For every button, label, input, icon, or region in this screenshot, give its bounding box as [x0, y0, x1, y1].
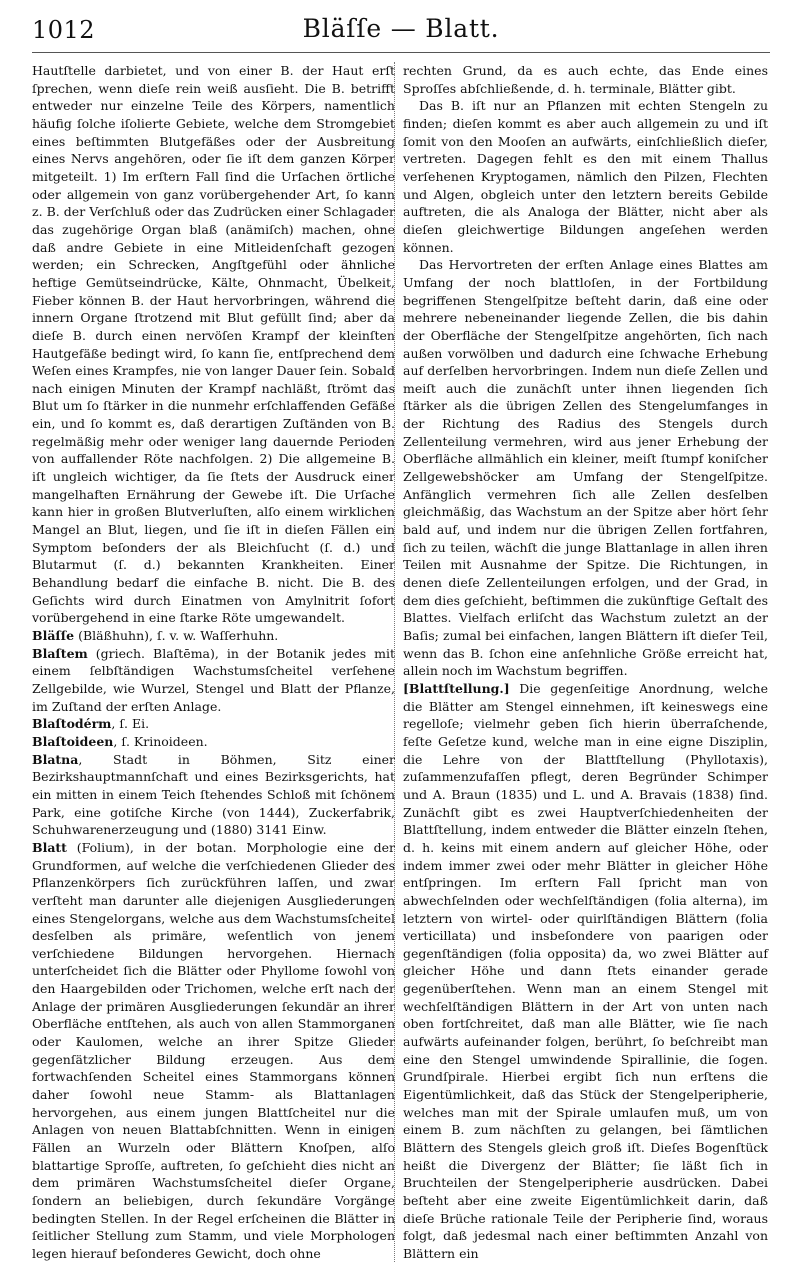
entry-blastoderm: [32, 715, 395, 733]
entry-text: (Folium), in der botan. Morphologie eine der Grundformen, auf welche die verſchiedenen Glieder des Pflanzenkörpers ſich zurückführen laſſen, und zwar verſteht man darunter alle diejenigen Ausgliederungen eines Stengelorgans, welche aus dem Wachstumsſcheitel desſelben als primäre, weſentlich von jenem verſchiedene Bildungen hervorgehen. Hiernach unterſcheidet ſich die Blätter oder Phyllome ſowohl von den Haargebilden oder Trichomen, welche erſt nach der Anlage der primären Ausgliederungen ſekundär an ihrer Oberfläche entſtehen, als auch von allen Stammorganen oder Kaulomen, welche an ihrer Spitze Glieder gegenſätzlicher Bildung erzeugen. Aus dem fortwachſenden Scheitel eines Stammorgans können daher ſowohl neue Stamm- als Blattanlagen hervorgehen, aus einem jungen Blattſcheitel nur die Anlagen von neuen Blattabſchnitten. Wenn in einigen Fällen an Wurzeln oder Blättern Knoſpen, alſo blattartige Sproſſe, auftreten, ſo geſchieht dies nicht an dem primären Wachstumsſcheitel dieſer Organe, ſondern an beliebigen, durch ſekundäre Vorgänge bedingten Stellen. In der Regel erſcheinen die Blätter in ſeitlicher Stellung zum Stamm, und viele Morphologen legen hierauf beſonderes Gewicht, doch ohne: [32, 839, 395, 1261]
entry-headword: Blaſtoideen: [32, 733, 114, 749]
section-tag: [Blattſtellung.]: [403, 680, 510, 696]
entry-text: (Bläßhuhn), ſ. v. w. Waſſerhuhn.: [74, 628, 279, 643]
right-column: [403, 62, 768, 1263]
paragraph: Das Hervortreten der erſten Anlage eines Blattes am Umfang der noch blattloſen, in der Fortbildung begriffenen Stengelſpitze beſteht darin, daß eine oder mehrere nebeneinander liegende Zellen, die bis dahin der Oberfläche der Stengelſpitze angehörten, ſich nach außen vorwölben und dadurch eine ſchwache Erhebung auf derſelben hervorbringen. Indem nun dieſe Zellen und meiſt auch die zunächſt unter ihnen liegenden ſich ſtärker als die übrigen Zellen des Stengelumfanges in der Richtung des Radius des Stengels durch Zellenteilung vermehren, wird aus jener Erhebung der Oberfläche allmählich ein kleiner, meiſt ſtumpf koniſcher Zellgewebshöcker am Umfang der Stengelſpitze. Anfänglich vermehren ſich alle Zellen desſelben gleichmäßig, das Wachstum an der Spitze aber hört ſehr bald auf, und indem nur die übrigen Zellen fortfahren, ſich zu teilen, wächſt die junge Blattanlage in allen ihren Teilen mit Ausnahme der Spitze. Die Richtungen, in denen dieſe Zellenteilungen erfolgen, und der Grad, in dem dies geſchieht, beſtimmen die zukünftige Geſtalt des Blattes. Vielfach erliſcht das Wachstum zuletzt an der Baſis; zumal bei einfachen, langen Blättern iſt dieſer Teil, wenn das B. ſchon eine anſehnliche Größe erreicht hat, allein noch im Wachstum begriffen.: [403, 257, 768, 679]
entry-text: (griech. Blaſtēma), in der Botanik jedes mit einem ſelbſtändigen Wachstumsſcheitel verſehene Zellgebilde, wie Wurzel, Stengel und Blatt der Pflanze, im Zuſtand der erſten Anlage.: [32, 645, 395, 714]
entry-blatt: [32, 839, 395, 1263]
entry-headword: Bläſſe: [32, 628, 75, 643]
entry-text: , ſ. Krinoideen.: [113, 733, 208, 749]
paragraph-text: Die gegenſeitige Anordnung, welche die Blätter am Stengel einnehmen, iſt keineswegs eine regelloſe; vielmehr geben ſich hierin überraſchende, feſte Geſetze kund, welche man in eine eigne Disziplin, die Lehre von der Blattſtellung (Phyllotaxis), zuſammenzufaſſen pflegt, deren Begründer Schimper und A. Braun (1835) und L. und A. Bravais (1838) ſind. Zunächſt gibt es zwei Hauptverſchiedenheiten der Blattſtellung, indem entweder die Blätter einzeln ſtehen, d. h. keins mit einem andern auf gleicher Höhe, oder indem immer zwei oder mehr Blätter in gleicher Höhe entſpringen. Im erſtern Fall ſpricht man von abwechſelnden oder wechſelſtändigen (folia alterna), im letztern von wirtel- oder quirlſtändigen Blättern (folia verticillata) und insbeſondere von paarigen oder gegenſtändigen (folia opposita) da, wo zwei Blätter auf gleicher Höhe und dann ſtets einander gerade gegenüberſtehen. Wenn man an einem Stengel mit wechſelſtändigen Blättern in der Art von unten nach oben fortſchreitet, daß man alle Blätter, wie ſie nach aufwärts aufeinander folgen, berührt, ſo beſchreibt man eine den Stengel umwindende Spirallinie, die ſogen. Grundſpirale. Hierbei ergibt ſich nun erſtens die Eigentümlichkeit, daß das Stück der Stengelperipherie, welches man mit der Spirale umlaufen muß, um von einem B. zum nächſten zu gelangen, bei ſämtlichen Blättern des Stengels gleich groß iſt. Dieſes Bogenſtück heißt die Divergenz der Blätter; ſie läßt ſich in Bruchteilen der Stengelperipherie ausdrücken. Dabei beſteht aber eine zweite Eigentümlichkeit darin, daß dieſe Brüche rationale Teile der Peripherie ſind, woraus folgt, daß jedesmal nach einer beſtimmten Anzahl von Blättern ein: [403, 680, 768, 1261]
paragraph-blaesse-continued: Hautſtelle darbietet, und von einer B. der Haut erſt ſprechen, wenn dieſe rein weiß ausſieht. Die B. betrifft entweder nur einzelne Teile des Körpers, namentlich häufig ſolche iſolierte Gebiete, welche dem Stromgebiet eines beſtimmten Blutgefäßes oder der Ausbreitung eines Nervs angehören, oder ſie iſt dem ganzen Körper mitgeteilt. 1) Im erſtern Fall ſind die Urſachen örtliche oder allgemein von ganz vorübergehender Art, ſo kann z. B. der Verſchluß oder das Zudrücken einer Schlagader das zugehörige Organ blaß (anämiſch) machen, ohne daß andre Gebiete in eine Mitleidenſchaft gezogen werden; ein Schrecken, Angſtgefühl oder ähnliche heftige Gemütseindrücke, Kälte, Ohnmacht, Übelkeit, Fieber können B. der Haut hervorbringen, während die innern Organe ſtrotzend mit Blut gefüllt ſind; aber da dieſe B. durch einen nervöſen Krampf der kleinſten Hautgefäße bedingt wird, ſo kann ſie, entſprechend dem Weſen eines Krampfes, nie von langer Dauer ſein. Sobald nach einigen Minuten der Krampf nachläßt, ſtrömt das Blut um ſo ſtärker in die nunmehr erſchlaffenden Gefäße ein, und ſo kommt es, daß derartigen Zuſtänden von B. regelmäßig mehr oder weniger lang dauernde Perioden von auffallender Röte nachfolgen. 2) Die allgemeine B. iſt ungleich wichtiger, da ſie ſtets der Ausdruck einer mangelhaften Ernährung der Gewebe iſt. Die Urſache kann hier in großen Blutverluſten, alſo einem wirklichen Mangel an Blut, liegen, und ſie iſt in dieſen Fällen ein Symptom beſonders der als Bleichſucht (ſ. d.) und Blutarmut (ſ. d.) bekannten Krankheiten. Einer Behandlung bedarf die einfache B. nicht. Die B. des Geſichts wird durch Einatmen von Amylnitrit ſofort vorübergehend in eine ſtarke Röte umgewandelt.: [32, 63, 395, 626]
paragraph-blattstellung: [403, 680, 768, 1263]
paragraph-blatt-continued: rechten Grund, da es auch echte, das Ende eines Sproſſes abſchließende, d. h. terminale, Blätter gibt.: [403, 63, 768, 96]
page-header: [32, 10, 770, 50]
left-column: [32, 62, 395, 1263]
paragraph: Das B. iſt nur an Pflanzen mit echten Stengeln zu finden; dieſen kommt es aber auch allgemein zu und iſt ſomit von den Mooſen an aufwärts, einſchließlich dieſer, vertreten. Dagegen fehlt es den mit einem Thallus verſehenen Kryptogamen, nämlich den Pilzen, Flechten und Algen, obgleich unter den letztern bereits Gebilde auftreten, die als Analoga der Blätter, nicht aber als dieſen gleichwertige Bildungen angeſehen werden können.: [403, 98, 768, 255]
header-rule: [32, 52, 770, 53]
entry-blaesse: [32, 627, 395, 645]
entry-blatna: [32, 751, 395, 839]
column-divider: [394, 62, 395, 1262]
running-title: Bläſſe — Blatt.: [302, 14, 500, 43]
entry-blastoideen: [32, 733, 395, 751]
entry-headword: Blatt: [32, 839, 67, 855]
entry-headword: Blaſtem: [32, 645, 88, 661]
page-number: 1012: [32, 16, 96, 44]
entry-text: , Stadt in Böhmen, Sitz einer Bezirkshauptmannſchaft und eines Bezirksgerichts, hat ein mitten in einem Teich ſtehendes Schloß mit ſchönem Park, eine gotiſche Kirche (von 1444), Zuckerfabrik, Schuhwarenerzeugung und (1880) 3141 Einw.: [32, 751, 395, 838]
entry-text: , ſ. Ei.: [111, 716, 150, 732]
entry-blastem: [32, 645, 395, 716]
entry-headword: Blatna: [32, 751, 79, 767]
entry-headword: Blaſtodérm: [32, 716, 112, 732]
